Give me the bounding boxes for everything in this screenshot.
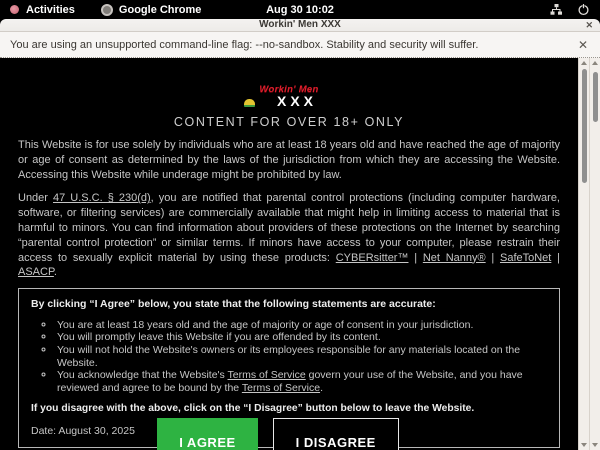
agreement-bullet: ◦ You are at least 18 years old and the age of majority or age of consent in your jurisdiction. [55,319,547,332]
network-icon [550,3,563,16]
separator: | [408,251,423,264]
agreement-heading: By clicking “I Agree” below, you state that the following statements are accurate: [31,298,436,311]
scroll-up-arrow-icon[interactable] [581,61,587,65]
para2-text: . [53,266,57,279]
window-title: Workin' Men XXX [259,19,341,30]
age-notice-paragraph: This Website is for use solely by individuals who are at least 18 years old and have reached the age of majority or age of consent as determined by the laws of the jurisdiction from which they are accessing the Website. Accessing this Website while underage might be prohibited by law. [18,139,560,181]
activities-label: Activities [26,3,75,16]
age-gate-page [0,58,578,450]
window-close-button[interactable]: ✕ [585,20,593,30]
consent-buttons [0,418,556,450]
agreement-bullet: ◦ You will not hold the Website's owners or its employees responsible for any materials located on the Website. [55,344,547,369]
bullet4-text: . [320,381,323,394]
i-agree-button[interactable]: I AGREE [157,418,257,450]
separator: | [551,251,560,264]
outer-scrollbar-thumb[interactable] [593,72,598,122]
power-icon [577,3,590,16]
usc-230d-link[interactable]: 47 U.S.C. § 230(d) [53,192,151,205]
chrome-infobar [0,32,600,58]
safetonet-link[interactable]: SafeToNet [499,251,552,264]
browser-viewport [0,58,600,450]
cybersitter-link[interactable]: CYBERsitter™ [335,251,409,264]
para2-text: Under [18,192,53,205]
agreement-list [31,319,547,395]
scroll-up-arrow-icon[interactable] [592,61,598,65]
inner-scrollbar-thumb[interactable] [582,69,587,183]
outer-scrollbar[interactable] [589,58,600,450]
gnome-top-bar [0,0,600,19]
status-dot-icon [10,5,19,14]
infobar-message: You are using an unsupported command-line flag: --no-sandbox. Stability and security will suffer. [10,38,479,51]
logo-wordmark: Workin' Men [259,84,319,95]
hardhat-icon [244,99,255,107]
bullet4-text: You acknowledge that the Website's [57,369,228,382]
scroll-down-arrow-icon[interactable] [581,443,587,447]
clock-menu[interactable]: Aug 30 10:02 [266,3,334,16]
terms-of-service-link[interactable]: Terms of Service [227,369,306,382]
disagree-note: If you disagree with the above, click on the “I Disagree” button below to leave the Website. [31,403,475,415]
netnanny-link[interactable]: Net Nanny® [422,251,486,264]
agreement-bullet [55,369,547,394]
asacp-link[interactable]: ASACP [18,266,54,279]
agreement-bullet: ◦ You will promptly leave this Website if you are offended by its content. [55,331,547,344]
activities-button[interactable] [10,4,75,16]
system-status-area[interactable] [550,3,590,16]
scroll-down-arrow-icon[interactable] [592,443,598,447]
inner-scrollbar[interactable] [578,58,589,450]
terms-of-service-link[interactable]: Terms of Service [241,381,321,394]
page-title: CONTENT FOR OVER 18+ ONLY [173,115,405,129]
site-logo [234,84,344,108]
parental-controls-paragraph [18,191,560,280]
window-titlebar[interactable] [0,19,600,32]
agreement-date: Date: August 30, 2025 [31,424,135,437]
infobar-close-button[interactable]: ✕ [577,37,588,52]
para2-text: , you are notified that parental control protections (including computer hardware, software, or filtering services) are commercially available that might help in limiting access to material that is harmful to minors. You can find information about providers of these protections on the Internet by searching “parental control protection” or similar terms. If minors have access to your computer, please restrain their access to sexually explicit material by using these products: [18,192,560,264]
bullet4-text: govern your use of the Website, and you have reviewed and agree to be bound by the [57,369,523,394]
separator: | [485,251,500,264]
app-menu-label: Google Chrome [118,3,202,16]
logo-xxx-text: XXX [276,93,317,109]
chrome-icon [101,4,113,16]
i-disagree-button[interactable]: I DISAGREE [273,418,399,450]
app-menu-google-chrome[interactable] [101,4,202,16]
